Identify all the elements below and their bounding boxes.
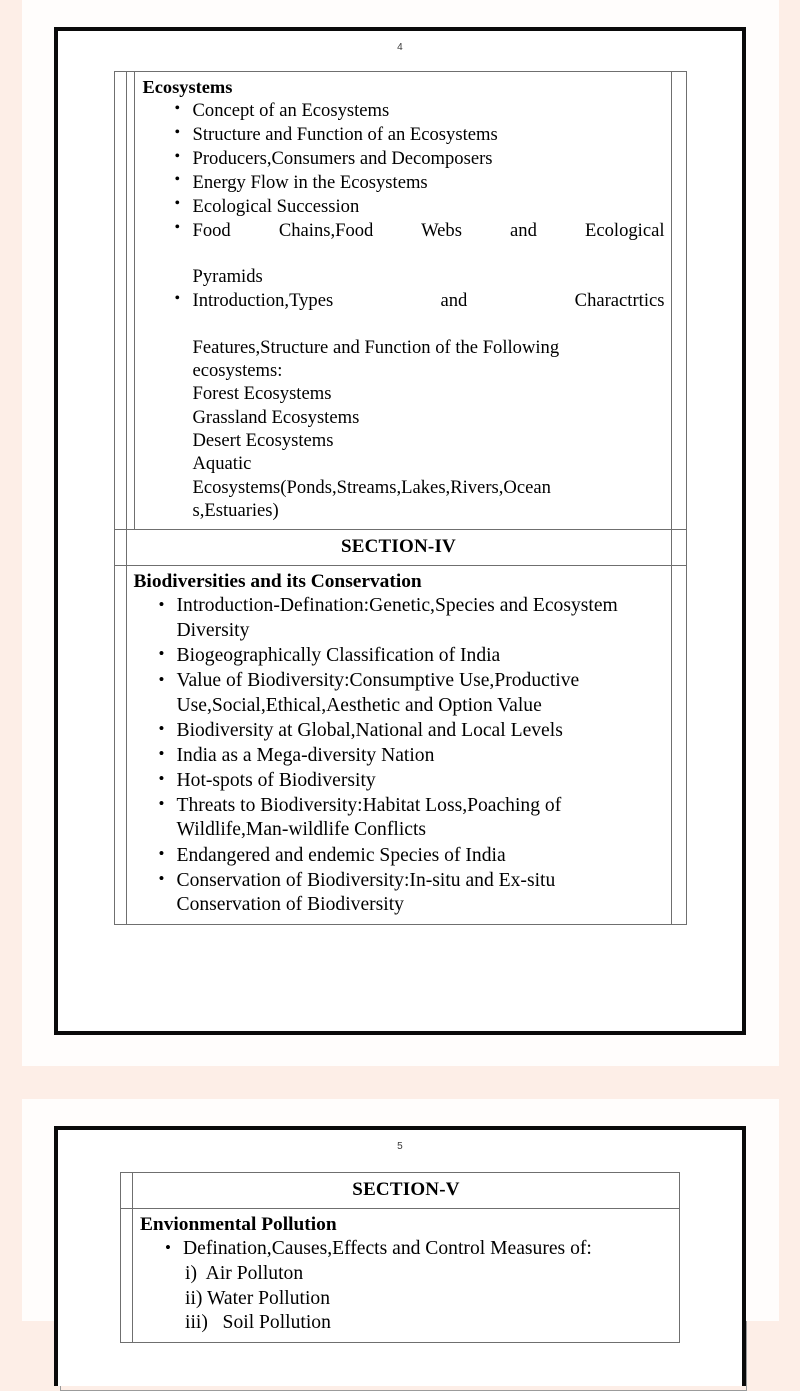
list-item-label: Biogeographically Classification of India — [176, 644, 501, 666]
section-heading: SECTION-IV — [341, 535, 456, 557]
inner-gutter-cell — [126, 72, 134, 530]
list-item-label: Value of Biodiversity:Consumptive Use,Productive Use,Social,Ethical,Aesthetic and Option Value — [176, 670, 580, 716]
list-item-label: Ecological Succession — [192, 195, 360, 217]
roman-list-item: ii) Water Pollution — [185, 1287, 331, 1309]
page-separator — [0, 1066, 800, 1080]
list-item — [177, 594, 665, 643]
list-item-label: Biodiversity at Global,National and Local Levels — [176, 719, 563, 741]
right-rail-cell — [671, 565, 686, 925]
left-gutter-cell — [114, 565, 126, 925]
list-item — [177, 869, 665, 918]
pollution-heading: Envionmental Pollution — [140, 1213, 337, 1235]
list-item-label: Energy Flow in the Ecosystems — [192, 171, 428, 193]
table-row-pollution — [121, 1208, 680, 1342]
list-item — [177, 794, 665, 843]
list-item-continuation: ecosystems: — [192, 360, 283, 382]
syllabus-table-page-4 — [114, 71, 687, 925]
section-iv-cell — [126, 529, 671, 565]
left-gutter-cell — [121, 1208, 133, 1342]
list-item-label: • Introduction,Types and Charactrtics — [192, 290, 665, 312]
ecosystems-heading: Ecosystems — [142, 77, 233, 97]
roman-list-item: iii) Soil Pollution — [185, 1312, 331, 1334]
list-item-label: Introduction-Defination:Genetic,Species and Ecosystem Diversity — [176, 595, 618, 641]
list-item — [177, 669, 665, 718]
list-item-label: • Defination,Causes,Effects and Control Measures of: — [183, 1238, 592, 1260]
document-page-5 — [22, 1099, 779, 1334]
pollution-content-cell — [133, 1208, 680, 1342]
list-item-label: Endangered and endemic Species of India — [176, 844, 506, 866]
page-number: 5 — [397, 1141, 403, 1152]
biodiversity-heading: Biodiversities and its Conservation — [133, 570, 422, 592]
list-item-continuation: Pyramids — [192, 266, 263, 288]
left-gutter-cell — [114, 72, 126, 530]
right-rail-cell — [671, 529, 686, 565]
pollution-bullet-list — [139, 1237, 673, 1335]
document-page-4 — [22, 0, 779, 1066]
list-item-pollution-measures — [183, 1237, 673, 1335]
list-item-label: Conservation of Biodiversity:In-situ and Ex-situ Conservation of Biodiversity — [176, 869, 556, 916]
list-item — [193, 123, 665, 146]
ecosystem-type: Desert Ecosystems — [192, 430, 334, 452]
list-item-food-chains — [193, 219, 665, 289]
page-number: 4 — [397, 42, 403, 53]
list-item — [177, 644, 665, 669]
left-gutter-cell — [121, 1173, 133, 1209]
left-gutter-cell — [114, 529, 126, 565]
list-item-introduction — [193, 289, 665, 522]
page-border-frame — [54, 27, 746, 1035]
roman-list-item: i) Air Polluton — [185, 1263, 304, 1284]
table-row-section-v — [121, 1173, 680, 1209]
table-row-ecosystems — [114, 72, 686, 530]
list-item-label: Structure and Function of an Ecosystems — [192, 124, 498, 146]
page-border-frame — [54, 1126, 746, 1386]
ecosystem-type: Ecosystems(Ponds,Streams,Lakes,Rivers,Ocean — [192, 476, 551, 498]
section-heading: SECTION-V — [352, 1179, 460, 1200]
ecosystem-type: s,Estuaries) — [192, 500, 279, 522]
biodiversity-bullet-list — [133, 594, 665, 918]
ecosystems-bullet-list — [141, 99, 665, 522]
list-item-label: Threats to Biodiversity:Habitat Loss,Poaching of Wildlife,Man-wildlife Conflicts — [176, 794, 562, 841]
right-rail-cell — [671, 72, 686, 530]
syllabus-table-page-5 — [120, 1172, 680, 1343]
list-item — [177, 719, 665, 744]
table-row-biodiversity — [114, 565, 686, 925]
ecosystem-type: Forest Ecosystems — [192, 383, 332, 405]
list-item-label: Producers,Consumers and Decomposers — [192, 148, 493, 170]
list-item-continuation: Features,Structure and Function of the Following — [192, 336, 560, 358]
list-item — [193, 195, 665, 218]
list-item — [193, 99, 665, 122]
ecosystem-type: Aquatic — [192, 453, 252, 475]
table-row-section-iv — [114, 529, 686, 565]
list-item — [177, 844, 665, 869]
list-item — [193, 171, 665, 194]
list-item — [177, 769, 665, 794]
ecosystems-content-cell — [134, 72, 671, 530]
biodiversity-content-cell — [126, 565, 671, 925]
section-v-cell — [133, 1173, 680, 1209]
list-item — [193, 147, 665, 170]
list-item — [177, 744, 665, 769]
list-item-label: India as a Mega-diversity Nation — [176, 744, 435, 766]
ecosystem-type: Grassland Ecosystems — [192, 406, 360, 428]
list-item-label: Concept of an Ecosystems — [192, 100, 390, 122]
list-item-label: Hot-spots of Biodiversity — [176, 769, 376, 791]
list-item-label: • Food Chains,Food Webs and Ecological — [192, 219, 665, 241]
